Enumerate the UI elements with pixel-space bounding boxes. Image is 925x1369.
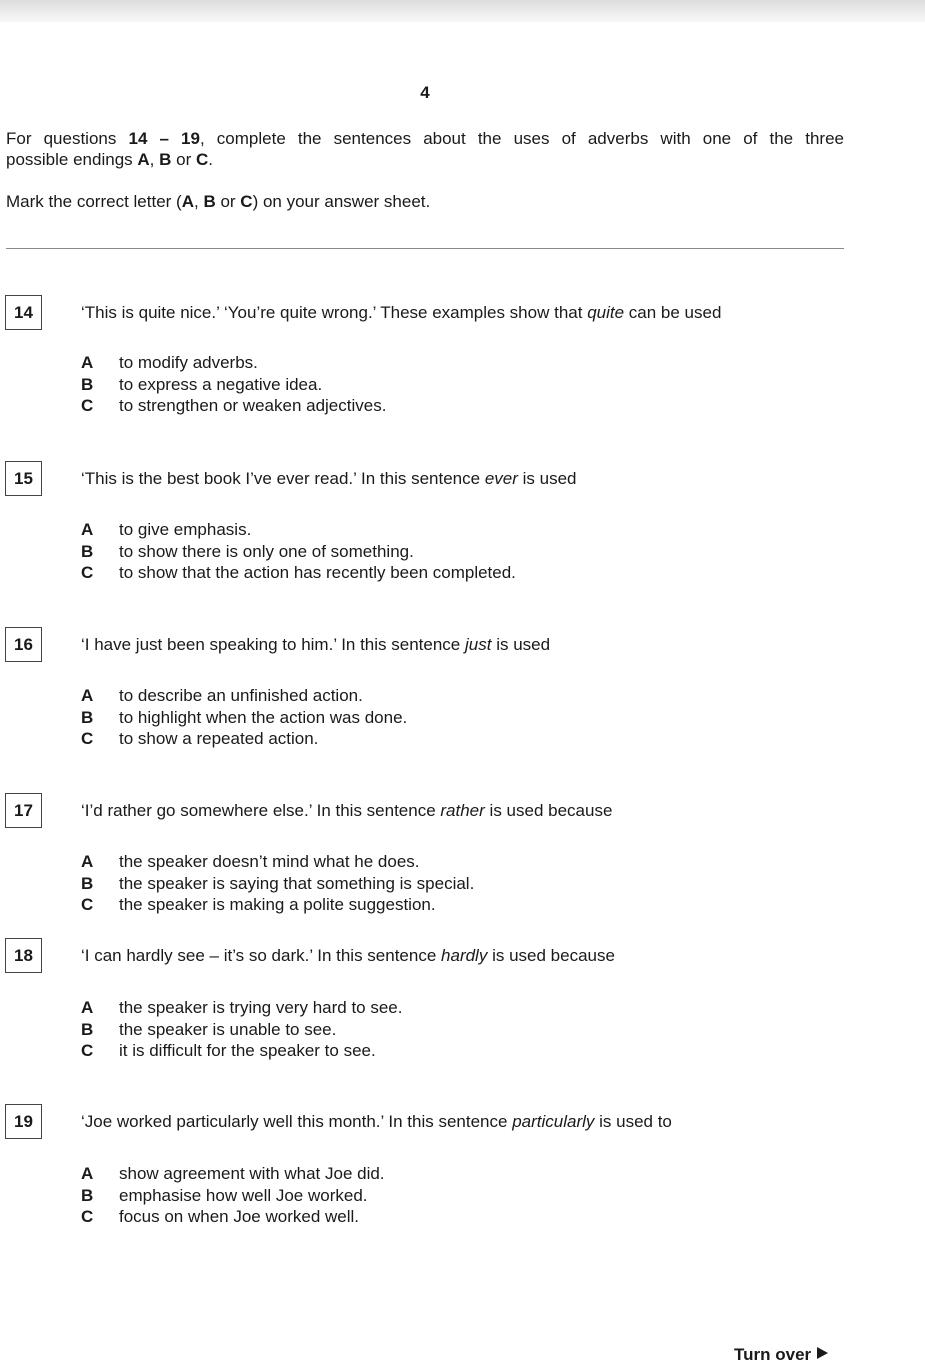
- option-b: B to express a negative idea.: [81, 375, 323, 394]
- option-a: A to describe an unfinished action.: [81, 686, 363, 705]
- instructions-line-1: For questions 14 – 19, complete the sentences about the uses of adverbs with one of the three: [6, 129, 844, 148]
- question-stem: ‘This is quite nice.’ ‘You’re quite wrong.’ These examples show that quite can be used: [81, 303, 722, 322]
- question-number: 14: [5, 295, 42, 330]
- question-stem: ‘Joe worked particularly well this month.’ In this sentence particularly is used to: [81, 1112, 672, 1131]
- option-a: A to modify adverbs.: [81, 353, 258, 372]
- question-stem: ‘This is the best book I’ve ever read.’ In this sentence ever is used: [81, 469, 577, 488]
- option-c: C to show that the action has recently been completed.: [81, 563, 516, 582]
- question-number: 16: [5, 627, 42, 662]
- option-c: C it is difficult for the speaker to see.: [81, 1041, 376, 1060]
- page-number: 4: [420, 83, 430, 102]
- question-number: 17: [5, 793, 42, 828]
- option-a: A the speaker doesn’t mind what he does.: [81, 852, 420, 871]
- top-scroll-bar: [0, 0, 925, 22]
- option-c: C to show a repeated action.: [81, 729, 319, 748]
- option-b: B to highlight when the action was done.: [81, 708, 408, 727]
- option-b: B to show there is only one of something.: [81, 542, 414, 561]
- mark-instruction: Mark the correct letter (A, B or C) on your answer sheet.: [6, 192, 431, 211]
- question-stem: ‘I have just been speaking to him.’ In this sentence just is used: [81, 635, 551, 654]
- option-a: A to give emphasis.: [81, 520, 252, 539]
- option-c: C to strengthen or weaken adjectives.: [81, 396, 387, 415]
- option-b: B emphasise how well Joe worked.: [81, 1186, 368, 1205]
- option-b: B the speaker is unable to see.: [81, 1020, 337, 1039]
- divider: [6, 248, 844, 249]
- instructions-line-2: possible endings A, B or C.: [6, 150, 213, 169]
- question-stem: ‘I’d rather go somewhere else.’ In this sentence rather is used because: [81, 801, 613, 820]
- question-number: 18: [5, 938, 42, 973]
- question-stem: ‘I can hardly see – it’s so dark.’ In this sentence hardly is used because: [81, 946, 615, 965]
- option-a: A the speaker is trying very hard to see.: [81, 998, 403, 1017]
- question-number: 19: [5, 1104, 42, 1139]
- question-number: 15: [5, 461, 42, 496]
- option-c: C the speaker is making a polite suggestion.: [81, 895, 436, 914]
- right-arrow-icon: [817, 1347, 828, 1359]
- instructions: [6, 128, 844, 170]
- option-b: B the speaker is saying that something is special.: [81, 874, 475, 893]
- turn-over: Turn over: [734, 1345, 828, 1365]
- option-a: A show agreement with what Joe did.: [81, 1164, 385, 1183]
- option-c: C focus on when Joe worked well.: [81, 1207, 360, 1226]
